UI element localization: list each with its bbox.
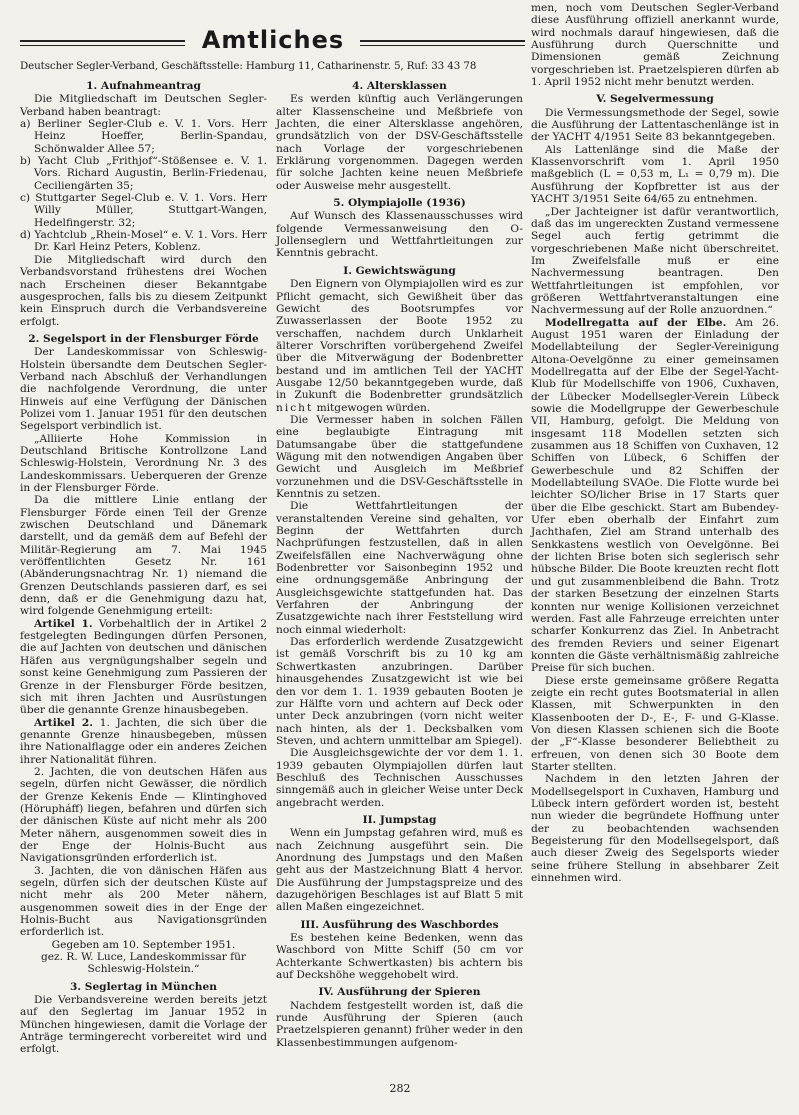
paragraph: Die Vermesser haben in solchen Fällen eine beglaubigte Eintragung mit Datumsangabe über die stattgefundene Wägung mit den notwendigen Angaben über Gewicht und Ausgleich im Meßbrief vorzunehmen und die DSV-Geschäftsstelle in Kenntnis zu setzen.: [276, 413, 523, 500]
column-3: [531, 2, 779, 884]
masthead-rule-right-thin: [360, 45, 525, 46]
list-item: c) Stuttgarter Segel-Club e. V. 1. Vors. Herr Willy Müller, Stuttgart-Wangen, Hedelfingerstr. 32;: [20, 192, 267, 229]
signature-name: gez. R. W. Luce, Landeskommissar für Schleswig-Holstein.“: [40, 951, 246, 976]
text-run-emphasis: nicht: [276, 401, 314, 414]
heading-gewichtswaegung: I. Gewichtswägung: [343, 264, 456, 277]
paragraph: Wenn ein Jumpstag gefahren wird, muß es nach Zeichnung ausgeführt sein. Die Anordnung des Jumpstags und den Maßen geht aus der Mastzeichnung Blatt 4 hervor. Die Ausführung der Jumpstagspreize und des dazugehörigen Beschlages ist auf Blatt 5 mit allen Maßen eingezeichnet.: [276, 827, 523, 914]
paragraph: Die Vermessungsmethode der Segel, sowie die Ausführung der Lattentaschenlänge ist in der YACHT 4/1951 Seite 83 bekanntgegeben.: [531, 106, 779, 144]
paragraph: Die Wettfahrtleitungen der veranstaltenden Vereine sind gehalten, vor Beginn der Wettfahrten durch Nachprüfungen festzustellen, daß in allen Zweifelsfällen eine Nachverwägung ohne Bodenbretter vor Saisonbeginn 1952 und eine ordnungsgemäße Anbringung der Ausgleichsgewichte stattgefunden hat. Das Verfahren der Anbringung der Zusatzgewichte nach ihrer Feststellung wird noch einmal wiederholt:: [276, 500, 523, 636]
publisher-address: Deutscher Segler-Verband, Geschäftsstelle: Hamburg 11, Catharinenstr. 5, Ruf: 33 43 78: [20, 60, 477, 72]
paragraph: Nachdem in den letzten Jahren der Modellsegelsport in Cuxhaven, Hamburg und Lübeck intern gefördert worden ist, besteht nun wieder die begründete Hoffnung unter der zu beobachtenden wachsenden Begeisterung für den Modellsegelsport, daß auch dieser Zweig des Segelsports wieder seine frühere Stellung in absehbarer Zeit einnehmen wird.: [531, 773, 779, 885]
masthead-rule-left: [20, 40, 185, 42]
applicant-list: [20, 118, 267, 254]
heading-spieren: IV. Ausführung der Spieren: [318, 986, 481, 999]
page-number: 282: [389, 1082, 411, 1095]
heading-jumpstag: II. Jumpstag: [362, 813, 437, 826]
modellregatta-text: Am 26. August 1951 waren der Einladung der Modellabteilung der Segler-Vereinigung Altona-Oevelgönne zu einer gemeinsamen Modellregatta auf der Elbe der Segel-Yacht-Klub für Modellschiffe von 1906, Cuxhaven, der Lübecker Modellsegler-Verein Lübeck sowie die Modellgruppe der Gewerbeschule VII, Hamburg, gefolgt. Die Meldung von insgesamt 118 Modellen setzten sich zusammen aus 18 Schiffen von Cuxhaven, 12 Schiffen von Lübeck, 6 Schiffen der Gewerbeschule und 82 Schiffen der Modellabteilung SVAOe. Die Flotte wurde bei leichter SO/licher Brise in 17 Starts quer über die Elbe geschickt. Start am Bubendey-Ufer eben oberhalb der Einfahrt zum Jachthafen, Ziel am Strand unterhalb des Senkkastens westlich von Oevelgönne. Bei der lichten Brise boten sich seglerisch sehr hübsche Bilder. Die Boote kreuzten recht flott und gut zusammenbleibend die Bahn. Trotz der starken Besetzung der einzelnen Starts konnten nur wenige Kollisionen verzeichnet werden. Fast alle Fahrzeuge erreichten unter scharfer Konkurrenz das Ziel. In Anbetracht des fremden Reviers und seiner Eigenart konnten die Gäste verhältnismäßig zahlreiche Preise für sich buchen.: [531, 316, 779, 675]
masthead: [20, 26, 525, 56]
heading-aufnahmeantrag: 1. Aufnahmeantrag: [86, 80, 201, 92]
article-1-label: Artikel 1.: [34, 617, 93, 630]
paragraph: Auf Wunsch des Klassenausschusses wird folgende Vermessanweisung den O-Jollenseglern und Wettfahrtleitungen zur Kenntnis gebracht.: [276, 210, 523, 260]
paragraph: Diese erste gemeinsame größere Regatta zeigte ein recht gutes Bootsmaterial in allen Klassen, mit Schwerpunkten in den Klassenbooten der D-, E-, F- und G-Klasse. Von diesen Klassen schienen sich die Boote der „F“-Klasse besonderer Beliebtheit zu erfreuen, von denen sich 30 Boote dem Starter stellten.: [531, 674, 779, 773]
masthead-rule-right: [360, 40, 525, 42]
paragraph: Es bestehen keine Bedenken, wenn das Waschbord von Mitte Schiff (50 cm vor Achterkante Schwertkasten) bis achtern bis auf Deckshöhe weggehobelt wird.: [276, 932, 523, 982]
heading-olympiajolle: 5. Olympiajolle (1936): [333, 197, 466, 210]
paragraph: „Der Jachteigner ist dafür verantwortlich, daß das im ungereckten Zustand vermessene Segel auch fertig getrimmt die vorgeschriebenen Maße nicht überschreitet. Im Zweifelsfalle muß er eine Nachvermessung beantragen. Den Wettfahrtleitungen ist empfohlen, vor größeren Wettfahrtveranstaltungen eine Nachvermessung auf der Rolle anzuordnen.“: [531, 205, 779, 317]
heading-waschbord: III. Ausführung des Waschbordes: [300, 918, 499, 931]
list-item: a) Berliner Segler-Club e. V. 1. Vors. Herr Heinz Hoeffer, Berlin-Spandau, Schönwalder Allee 57;: [20, 118, 267, 155]
paragraph: Die Mitgliedschaft im Deutschen Segler-Verband haben beantragt:: [20, 93, 267, 118]
column-2: [276, 80, 523, 1049]
list-item: d) Yachtclub „Rhein-Mosel“ e. V. 1. Vors. Herr Dr. Karl Heinz Peters, Koblenz.: [20, 229, 267, 254]
paragraph: „Alliierte Hohe Kommission in Deutschland Britische Kontrollzone Land Schleswig-Holstein, Verordnung Nr. 3 des Landeskommissars. Ueberqueren der Grenze in der Flensburger Förde.: [20, 432, 267, 494]
paragraph: Nachdem festgestellt worden ist, daß die runde Ausführung der Spieren (auch Praetzelspieren genannt) früher weder in den Klassenbestimmungen aufgenom-: [276, 999, 523, 1049]
paragraph: Das erforderlich werdende Zusatzgewicht ist gemäß Vorschrift bis zu 10 kg am Schwertkasten anzubringen. Darüber hinausgehendes Zusatzgewicht ist wie bei den vor dem 1. 1. 1939 gebauten Booten je zur Hälfte vorn und achtern auf Deck oder unter Deck anzubringen (vorn nicht weiter nach hinten, als der 1. Decksbalken vom Steven, und achtern unmittelbar am Spiegel).: [276, 636, 523, 747]
paragraph: 2. Jachten, die von deutschen Häfen aus segeln, dürfen nicht Gewässer, die nördlich der Grenze Kekenis Ende — Klintinghoved (Hörupháff) liegen, befahren und dürfen sich der dänischen Küste auf nicht mehr als 200 Meter nähern, ausgenommen soweit dies in der Enge der Holnis-Bucht aus Navigationsgründen erforderlich ist.: [20, 765, 267, 865]
article-2: [20, 717, 267, 766]
text-run: mitgewogen würden.: [313, 401, 431, 414]
masthead-rule-left-thin: [20, 45, 185, 46]
paragraph: [531, 317, 779, 675]
paragraph: Die Verbandsvereine werden bereits jetzt auf den Seglertag im Januar 1952 in München hingewiesen, damit die Vorlage der Anträge termingerecht vorbereitet wird und erfolgt.: [20, 994, 267, 1056]
section-title: Amtliches: [201, 26, 345, 54]
heading-altersklassen: 4. Altersklassen: [352, 80, 447, 92]
text-run: Den Eignern von Olympiajollen wird es zur Pflicht gemacht, sich Gewißheit über das Gewicht des Bootsrumpfes vor Zuwasserlassen der Boote 1952 zu verschaffen, nachdem durch Unklarheit älterer Vorschriften vorübergehend Zweifel über die Mitverwägung der Bodenbretter bestand und im amtlichen Teil der YACHT Ausgabe 12/50 bekanntgegeben wurde, daß in Zukunft die Bodenbretter grundsätzlich: [276, 278, 523, 402]
heading-seglertag: 3. Seglertag in München: [70, 980, 217, 993]
column-1: [20, 80, 267, 1056]
paragraph: Die Ausgleichsgewichte der vor dem 1. 1. 1939 gebauten Olympiajollen dürfen laut Beschluß des Technischen Ausschusses sinngemäß auch in gleicher Weise unter Deck angebracht werden.: [276, 747, 523, 809]
signature-date: Gegeben am 10. September 1951.: [51, 938, 236, 951]
paragraph: 3. Jachten, die von dänischen Häfen aus segeln, dürfen sich der deutschen Küste auf nicht mehr als 200 Meter nähern, ausgenommen soweit dies in der Enge der Holnis-Bucht aus Navigationsgründen erforderlich ist.: [20, 864, 267, 939]
article-1: [20, 618, 267, 717]
heading-segelvermessung: V. Segelvermessung: [596, 93, 714, 106]
heading-flensburger-foerde: 2. Segelsport in der Flensburger Förde: [28, 332, 259, 345]
paragraph: Da die mittlere Linie entlang der Flensburger Förde einen Teil der Grenze zwischen Deutschland und Dänemark darstellt, und da gemäß dem auf Befehl der Militär-Regierung am 7. Mai 1945 veröffentlichten Gesetz Nr. 161 (Abänderungsnachtrag Nr. 1) niemand die Grenzen Deutschlands passieren darf, es sei denn, daß er die Genehmigung dazu hat, wird folgende Genehmigung erteilt:: [20, 494, 267, 618]
paragraph: men, noch vom Deutschen Segler-Verband diese Ausführung offiziell anerkannt wurde, wird nochmals darauf hingewiesen, daß die Ausführung durch Querschnitte und Dimensionen gemäß Zeichnung vorgeschrieben ist. Praetzelspieren dürfen ab 1. April 1952 nicht mehr benutzt werden.: [531, 2, 779, 89]
paragraph: Der Landeskommissar von Schleswig-Holstein übersandte dem Deutschen Segler-Verband nach Abschluß der Verhandlungen die nachfolgende Verordnung, die unter Hinweis auf eine Verfügung der Dänischen Polizei vom 1. Januar 1951 für den deutschen Segelsport verbindlich ist.: [20, 346, 267, 433]
paragraph: Es werden künftig auch Verlängerungen alter Klassenscheine und Meßbriefe von Jachten, die einer Altersklasse angehören, grundsätzlich von der DSV-Geschäftsstelle nach Vorlage der vorgeschriebenen Erklärung vorgenommen. Dagegen werden für solche Jachten keine neuen Meßbriefe oder Ausweise mehr ausgestellt.: [276, 93, 523, 192]
paragraph: [276, 278, 523, 414]
paragraph: Als Lattenlänge sind die Maße der Klassenvorschrift vom 1. April 1950 maßgeblich (L = 0,53 m, L₁ = 0,79 m). Die Ausführung der Kopfbretter ist aus der YACHT 3/1951 Seite 64/65 zu entnehmen.: [531, 143, 779, 206]
article-2-text: 1. Jachten, die sich über die genannte Grenze hinausbegeben, müssen ihre Nationalflagge oder ein anderes Zeichen ihrer Nationalität führen.: [20, 716, 267, 766]
list-item: b) Yacht Club „Frithjof“-Stößensee e. V. 1. Vors. Richard Augustin, Berlin-Friedenau, Ceciliengärten 35;: [20, 155, 267, 192]
paragraph: Die Mitgliedschaft wird durch den Verbandsvorstand frühestens drei Wochen nach Erscheinen dieser Bekanntgabe ausgesprochen, falls bis zu diesem Zeitpunkt kein Einspruch durch die Verbandsvereine erfolgt.: [20, 253, 267, 328]
article-2-label: Artikel 2.: [34, 716, 93, 729]
article-1-text: Vorbehaltlich der in Artikel 2 festgelegten Bedingungen dürfen Personen, die auf Jachten von deutschen und dänischen Häfen aus vergnügungshalber segeln und sonst keine Genehmigung zum Passieren der Grenze in der Flensburger Förde besitzen, sich mit ihren Jachten und Ausrüstungen über die genannte Grenze hinausbegeben.: [20, 617, 268, 717]
modellregatta-label: Modellregatta auf der Elbe.: [545, 316, 727, 329]
